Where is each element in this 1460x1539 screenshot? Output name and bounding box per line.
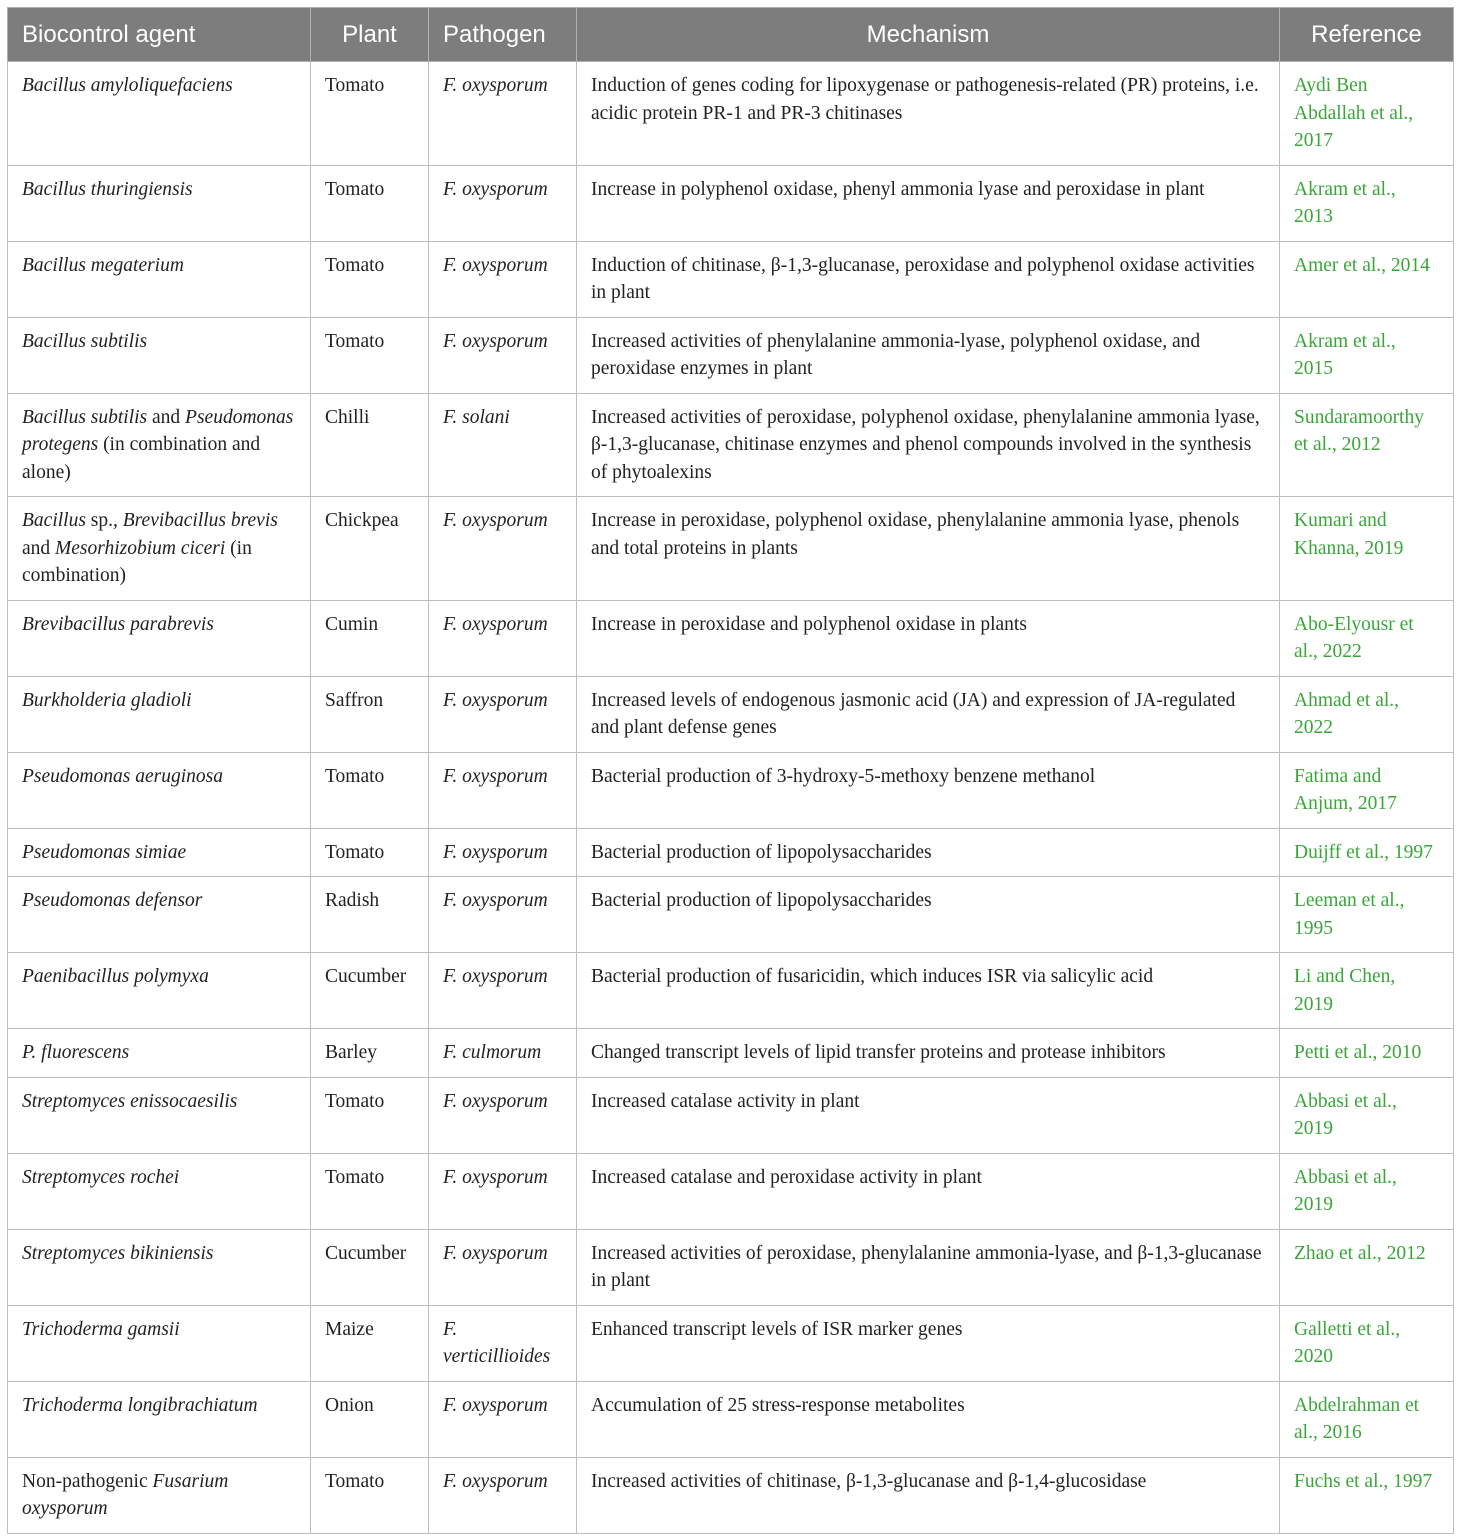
agent-text-segment: Trichoderma longibrachiatum bbox=[22, 1394, 258, 1416]
cell-biocontrol-agent bbox=[8, 393, 311, 497]
agent-text-segment: Pseudomonas aeruginosa bbox=[22, 765, 223, 787]
table-row bbox=[8, 393, 1454, 497]
agent-text-segment: Bacillus amyloliquefaciens bbox=[22, 75, 233, 96]
cell-pathogen: F. oxysporum bbox=[429, 1229, 577, 1305]
cell-pathogen: F. oxysporum bbox=[429, 62, 577, 166]
cell-reference-link[interactable]: Sundaramoorthy et al., 2012 bbox=[1280, 393, 1454, 497]
table-row bbox=[8, 1077, 1454, 1153]
cell-biocontrol-agent bbox=[8, 1381, 311, 1457]
header-reference: Reference bbox=[1280, 8, 1454, 62]
cell-pathogen: F. oxysporum bbox=[429, 1381, 577, 1457]
cell-plant: Cumin bbox=[311, 600, 429, 676]
cell-reference-link[interactable]: Galletti et al., 2020 bbox=[1280, 1305, 1454, 1381]
agent-text-segment: Streptomyces enissocaesilis bbox=[22, 1090, 238, 1112]
cell-pathogen: F. oxysporum bbox=[429, 241, 577, 317]
agent-text-segment: Non-pathogenic bbox=[22, 1470, 153, 1492]
header-biocontrol-agent: Biocontrol agent bbox=[8, 8, 311, 62]
cell-pathogen: F. oxysporum bbox=[429, 877, 577, 953]
cell-pathogen: F. oxysporum bbox=[429, 165, 577, 241]
cell-plant: Cucumber bbox=[311, 953, 429, 1029]
cell-reference-link[interactable]: Aydi Ben Abdallah et al., 2017 bbox=[1280, 62, 1454, 166]
cell-mechanism: Increased levels of endogenous jasmonic acid (JA) and expression of JA-regulated and plant defense genes bbox=[577, 676, 1280, 752]
cell-biocontrol-agent bbox=[8, 241, 311, 317]
agent-text-segment: Pseudomonas simiae bbox=[22, 841, 187, 863]
table-row bbox=[8, 1229, 1454, 1305]
agent-text-segment: and bbox=[22, 537, 56, 559]
table-row bbox=[8, 676, 1454, 752]
cell-pathogen: F. oxysporum bbox=[429, 1457, 577, 1533]
cell-plant: Chickpea bbox=[311, 497, 429, 601]
cell-plant: Tomato bbox=[311, 1457, 429, 1533]
cell-mechanism: Increased catalase and peroxidase activity in plant bbox=[577, 1153, 1280, 1229]
agent-text-segment: and bbox=[147, 406, 186, 428]
cell-mechanism: Bacterial production of 3-hydroxy-5-methoxy benzene methanol bbox=[577, 752, 1280, 828]
cell-mechanism: Changed transcript levels of lipid transfer proteins and protease inhibitors bbox=[577, 1029, 1280, 1078]
cell-mechanism: Enhanced transcript levels of ISR marker genes bbox=[577, 1305, 1280, 1381]
cell-biocontrol-agent bbox=[8, 497, 311, 601]
cell-biocontrol-agent bbox=[8, 752, 311, 828]
agent-text-segment: sp., bbox=[85, 510, 123, 531]
cell-plant: Tomato bbox=[311, 828, 429, 877]
biocontrol-table bbox=[7, 7, 1454, 1534]
header-plant: Plant bbox=[311, 8, 429, 62]
cell-pathogen: F. oxysporum bbox=[429, 317, 577, 393]
cell-mechanism: Bacterial production of fusaricidin, which induces ISR via salicylic acid bbox=[577, 953, 1280, 1029]
cell-plant: Cucumber bbox=[311, 1229, 429, 1305]
cell-pathogen: F. oxysporum bbox=[429, 953, 577, 1029]
agent-text-segment: Paenibacillus polymyxa bbox=[22, 966, 209, 987]
cell-reference-link[interactable]: Zhao et al., 2012 bbox=[1280, 1229, 1454, 1305]
cell-pathogen: F. oxysporum bbox=[429, 752, 577, 828]
cell-reference-link[interactable]: Abbasi et al., 2019 bbox=[1280, 1077, 1454, 1153]
cell-reference-link[interactable]: Amer et al., 2014 bbox=[1280, 241, 1454, 317]
cell-mechanism: Induction of chitinase, β-1,3-glucanase, peroxidase and polyphenol oxidase activities in plant bbox=[577, 241, 1280, 317]
cell-reference-link[interactable]: Akram et al., 2013 bbox=[1280, 165, 1454, 241]
agent-text-segment: Bacillus subtilis bbox=[22, 406, 148, 428]
cell-biocontrol-agent bbox=[8, 62, 311, 166]
cell-biocontrol-agent bbox=[8, 1077, 311, 1153]
cell-plant: Tomato bbox=[311, 317, 429, 393]
agent-text-segment: Streptomyces rochei bbox=[22, 1166, 180, 1188]
cell-biocontrol-agent bbox=[8, 1229, 311, 1305]
cell-biocontrol-agent bbox=[8, 877, 311, 953]
table-row bbox=[8, 165, 1454, 241]
cell-biocontrol-agent bbox=[8, 1029, 311, 1078]
table-row bbox=[8, 828, 1454, 877]
agent-text-segment: Fusarium oxysporum bbox=[22, 1470, 229, 1519]
cell-mechanism: Increased activities of peroxidase, phenylalanine ammonia-lyase, and β-1,3-glucanase in plant bbox=[577, 1229, 1280, 1305]
table-row bbox=[8, 752, 1454, 828]
cell-reference-link[interactable]: Abbasi et al., 2019 bbox=[1280, 1153, 1454, 1229]
table-row bbox=[8, 241, 1454, 317]
cell-reference-link[interactable]: Akram et al., 2015 bbox=[1280, 317, 1454, 393]
cell-reference-link[interactable]: Petti et al., 2010 bbox=[1280, 1029, 1454, 1078]
cell-pathogen: F. oxysporum bbox=[429, 1153, 577, 1229]
table-row bbox=[8, 953, 1454, 1029]
agent-text-segment: Brevibacillus parabrevis bbox=[22, 613, 214, 635]
agent-text-segment: Mesorhizobium ciceri bbox=[55, 537, 226, 559]
agent-text-segment: Brevibacillus brevis bbox=[122, 510, 278, 531]
cell-plant: Tomato bbox=[311, 1153, 429, 1229]
cell-reference-link[interactable]: Leeman et al., 1995 bbox=[1280, 877, 1454, 953]
agent-text-segment: Bacillus megaterium bbox=[22, 254, 184, 276]
cell-plant: Maize bbox=[311, 1305, 429, 1381]
cell-biocontrol-agent bbox=[8, 953, 311, 1029]
cell-mechanism: Increased activities of phenylalanine ammonia-lyase, polyphenol oxidase, and peroxidase enzymes in plant bbox=[577, 317, 1280, 393]
cell-reference-link[interactable]: Kumari and Khanna, 2019 bbox=[1280, 497, 1454, 601]
table-row bbox=[8, 877, 1454, 953]
cell-pathogen: F. oxysporum bbox=[429, 828, 577, 877]
header-pathogen: Pathogen bbox=[429, 8, 577, 62]
cell-biocontrol-agent bbox=[8, 1305, 311, 1381]
table-row bbox=[8, 1381, 1454, 1457]
cell-mechanism: Increase in peroxidase, polyphenol oxidase, phenylalanine ammonia lyase, phenols and total proteins in plants bbox=[577, 497, 1280, 601]
agent-text-segment: Bacillus subtilis bbox=[22, 330, 148, 352]
agent-text-segment: (in combination) bbox=[22, 537, 252, 586]
cell-mechanism: Accumulation of 25 stress-response metabolites bbox=[577, 1381, 1280, 1457]
cell-plant: Radish bbox=[311, 877, 429, 953]
agent-text-segment: (in combination and alone) bbox=[22, 434, 261, 483]
cell-reference-link[interactable]: Fuchs et al., 1997 bbox=[1280, 1457, 1454, 1533]
cell-plant: Chilli bbox=[311, 393, 429, 497]
cell-plant: Tomato bbox=[311, 752, 429, 828]
table-row bbox=[8, 1457, 1454, 1533]
cell-pathogen: F. verticillioides bbox=[429, 1305, 577, 1381]
header-row bbox=[8, 8, 1454, 62]
cell-mechanism: Increase in polyphenol oxidase, phenyl ammonia lyase and peroxidase in plant bbox=[577, 165, 1280, 241]
cell-biocontrol-agent bbox=[8, 317, 311, 393]
cell-pathogen: F. solani bbox=[429, 393, 577, 497]
cell-reference-link[interactable]: Ahmad et al., 2022 bbox=[1280, 676, 1454, 752]
cell-plant: Saffron bbox=[311, 676, 429, 752]
agent-text-segment: Streptomyces bikiniensis bbox=[22, 1242, 214, 1264]
cell-biocontrol-agent bbox=[8, 828, 311, 877]
cell-reference-link[interactable]: Abo-Elyousr et al., 2022 bbox=[1280, 600, 1454, 676]
cell-biocontrol-agent bbox=[8, 165, 311, 241]
agent-text-segment: P. fluorescens bbox=[22, 1042, 130, 1063]
agent-text-segment: Pseudomonas defensor bbox=[22, 890, 203, 911]
cell-mechanism: Increased catalase activity in plant bbox=[577, 1077, 1280, 1153]
agent-text-segment: Bacillus bbox=[22, 510, 86, 531]
cell-biocontrol-agent bbox=[8, 1153, 311, 1229]
agent-text-segment: Bacillus thuringiensis bbox=[22, 178, 193, 200]
agent-text-segment: Burkholderia gladioli bbox=[22, 689, 192, 711]
cell-mechanism: Bacterial production of lipopolysaccharides bbox=[577, 828, 1280, 877]
cell-biocontrol-agent bbox=[8, 1457, 311, 1533]
cell-plant: Tomato bbox=[311, 165, 429, 241]
cell-plant: Tomato bbox=[311, 241, 429, 317]
cell-mechanism: Bacterial production of lipopolysaccharides bbox=[577, 877, 1280, 953]
table-body bbox=[8, 62, 1454, 1534]
cell-plant: Barley bbox=[311, 1029, 429, 1078]
table-row bbox=[8, 1305, 1454, 1381]
cell-pathogen: F. oxysporum bbox=[429, 1077, 577, 1153]
cell-reference-link[interactable]: Fatima and Anjum, 2017 bbox=[1280, 752, 1454, 828]
table-row bbox=[8, 62, 1454, 166]
cell-biocontrol-agent bbox=[8, 676, 311, 752]
cell-pathogen: F. culmorum bbox=[429, 1029, 577, 1078]
cell-reference-link[interactable]: Li and Chen, 2019 bbox=[1280, 953, 1454, 1029]
cell-pathogen: F. oxysporum bbox=[429, 497, 577, 601]
cell-plant: Onion bbox=[311, 1381, 429, 1457]
header-mechanism: Mechanism bbox=[577, 8, 1280, 62]
table-row bbox=[8, 497, 1454, 601]
agent-text-segment: Pseudomonas protegens bbox=[22, 406, 294, 455]
cell-reference-link[interactable]: Abdelrahman et al., 2016 bbox=[1280, 1381, 1454, 1457]
cell-plant: Tomato bbox=[311, 1077, 429, 1153]
table-row bbox=[8, 1153, 1454, 1229]
cell-plant: Tomato bbox=[311, 62, 429, 166]
cell-mechanism: Increased activities of peroxidase, polyphenol oxidase, phenylalanine ammonia lyase, β-1,3-glucanase, chitinase enzymes and phenol compounds involved in the synthesis of phytoalexins bbox=[577, 393, 1280, 497]
cell-mechanism: Increase in peroxidase and polyphenol oxidase in plants bbox=[577, 600, 1280, 676]
cell-reference-link[interactable]: Duijff et al., 1997 bbox=[1280, 828, 1454, 877]
cell-biocontrol-agent bbox=[8, 600, 311, 676]
cell-mechanism: Increased activities of chitinase, β-1,3-glucanase and β-1,4-glucosidase bbox=[577, 1457, 1280, 1533]
table-row bbox=[8, 600, 1454, 676]
cell-pathogen: F. oxysporum bbox=[429, 676, 577, 752]
table-row bbox=[8, 1029, 1454, 1078]
cell-mechanism: Induction of genes coding for lipoxygenase or pathogenesis-related (PR) proteins, i.e. acidic protein PR-1 and PR-3 chitinases bbox=[577, 62, 1280, 166]
agent-text-segment: Trichoderma gamsii bbox=[22, 1318, 180, 1340]
cell-pathogen: F. oxysporum bbox=[429, 600, 577, 676]
table-row bbox=[8, 317, 1454, 393]
